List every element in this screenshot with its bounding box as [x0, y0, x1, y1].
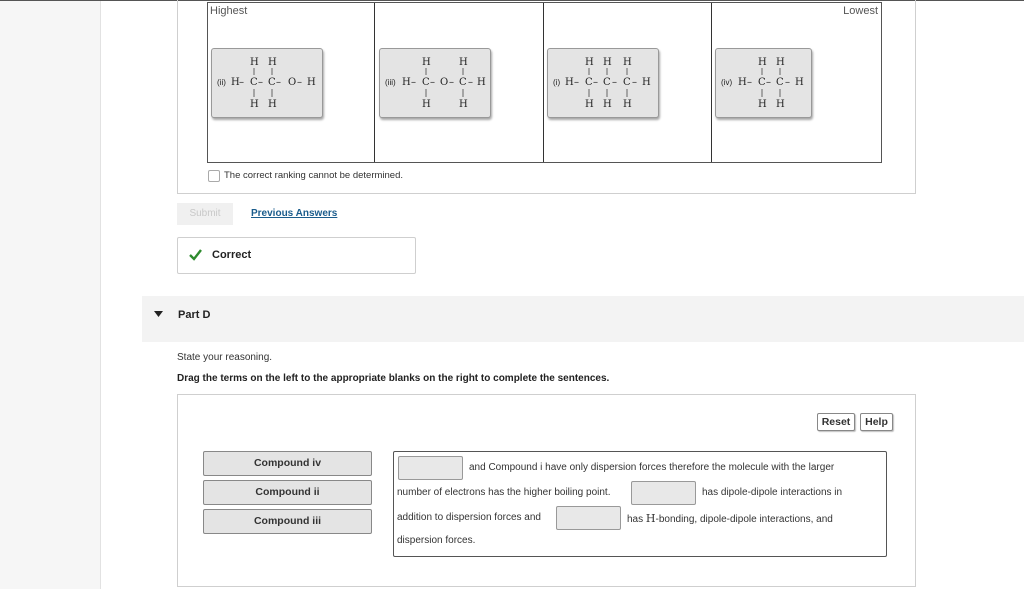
- svg-text:H: H: [795, 77, 804, 88]
- svg-text:H: H: [565, 77, 574, 88]
- svg-text:C: C: [758, 77, 766, 88]
- svg-text:–: –: [297, 77, 302, 88]
- svg-text:–: –: [766, 77, 771, 88]
- left-gutter: [0, 0, 101, 589]
- svg-text:H: H: [776, 57, 785, 68]
- svg-text:H: H: [422, 99, 431, 110]
- highest-label: Highest: [210, 5, 248, 17]
- column-divider: [374, 3, 375, 162]
- lowest-label: Lowest: [843, 5, 878, 17]
- cannot-determine-checkbox[interactable]: [208, 170, 220, 182]
- feedback-status: Correct: [212, 249, 252, 261]
- tile-label: (ii): [217, 78, 226, 87]
- svg-text:C: C: [623, 77, 631, 88]
- sentence-text: has dipole-dipole interactions in: [702, 487, 843, 498]
- svg-text:C: C: [603, 77, 611, 88]
- svg-text:H: H: [250, 57, 259, 68]
- svg-text:H: H: [585, 57, 594, 68]
- svg-text:H: H: [268, 99, 277, 110]
- part-d-prompt: State your reasoning.: [177, 352, 273, 363]
- blank-2[interactable]: [631, 481, 696, 505]
- column-divider: [543, 3, 544, 162]
- compound-i-tile[interactable]: [547, 48, 659, 118]
- svg-text:–: –: [574, 77, 579, 88]
- svg-text:H: H: [268, 57, 277, 68]
- sentence-text: has H-bonding, dipole-dipole interactions, and: [627, 512, 833, 525]
- svg-text:H: H: [250, 99, 259, 110]
- previous-answers-link[interactable]: Previous Answers: [251, 208, 338, 219]
- svg-text:–: –: [411, 77, 416, 88]
- term-compound-ii[interactable]: Compound ii: [203, 480, 372, 505]
- part-d-header[interactable]: [142, 296, 1024, 342]
- svg-text:C: C: [459, 77, 467, 88]
- ranking-bin[interactable]: [207, 2, 882, 163]
- svg-text:C: C: [268, 77, 276, 88]
- feedback-box: [177, 237, 416, 274]
- svg-text:C: C: [585, 77, 593, 88]
- svg-text:–: –: [612, 77, 617, 88]
- sentence-text: number of electrons has the higher boiling point.: [397, 487, 611, 498]
- svg-text:–: –: [239, 77, 244, 88]
- svg-text:H: H: [603, 57, 612, 68]
- part-d-title: Part D: [178, 309, 211, 321]
- svg-text:H: H: [307, 77, 316, 88]
- tile-label: (iii): [385, 78, 396, 87]
- sentence-text: dispersion forces.: [397, 535, 476, 546]
- svg-text:–: –: [468, 77, 473, 88]
- svg-text:C: C: [422, 77, 430, 88]
- svg-text:H: H: [459, 99, 468, 110]
- compound-iv-tile[interactable]: [715, 48, 812, 118]
- checkmark-icon: [189, 249, 202, 261]
- svg-text:H: H: [459, 57, 468, 68]
- svg-text:H: H: [477, 77, 486, 88]
- svg-text:–: –: [258, 77, 263, 88]
- submit-button[interactable]: Submit: [177, 203, 233, 225]
- cannot-determine-label: The correct ranking cannot be determined.: [224, 170, 404, 181]
- svg-text:O: O: [440, 77, 449, 88]
- svg-text:H: H: [231, 77, 240, 88]
- tile-label: (iv): [721, 78, 733, 87]
- svg-text:–: –: [785, 77, 790, 88]
- svg-text:–: –: [430, 77, 435, 88]
- blank-3[interactable]: [556, 506, 621, 530]
- svg-text:H: H: [422, 57, 431, 68]
- svg-text:H: H: [642, 77, 651, 88]
- svg-text:–: –: [276, 77, 281, 88]
- reset-button[interactable]: Reset: [817, 413, 855, 431]
- svg-text:C: C: [776, 77, 784, 88]
- svg-text:H: H: [738, 77, 747, 88]
- sentence-box: [393, 451, 887, 557]
- svg-text:H: H: [623, 57, 632, 68]
- compound-iii-tile[interactable]: [379, 48, 491, 118]
- column-divider: [711, 3, 712, 162]
- blank-1[interactable]: [398, 456, 463, 480]
- help-button[interactable]: Help: [860, 413, 893, 431]
- svg-text:H: H: [623, 99, 632, 110]
- svg-text:H: H: [758, 57, 767, 68]
- part-d-instructions: Drag the terms on the left to the appropriate blanks on the right to complete the sentences.: [177, 373, 610, 384]
- svg-text:O: O: [288, 77, 297, 88]
- sentence-text: and Compound i have only dispersion forces therefore the molecule with the larger: [469, 462, 835, 473]
- svg-text:H: H: [776, 99, 785, 110]
- svg-text:–: –: [747, 77, 752, 88]
- tile-label: (i): [553, 78, 561, 87]
- svg-text:C: C: [250, 77, 258, 88]
- term-compound-iii[interactable]: Compound iii: [203, 509, 372, 534]
- term-compound-iv[interactable]: Compound iv: [203, 451, 372, 476]
- svg-text:H: H: [585, 99, 594, 110]
- svg-text:H: H: [603, 99, 612, 110]
- svg-text:–: –: [632, 77, 637, 88]
- collapse-caret-icon[interactable]: [154, 311, 163, 318]
- sentence-text: addition to dispersion forces and: [397, 512, 541, 523]
- svg-text:–: –: [593, 77, 598, 88]
- svg-text:H: H: [402, 77, 411, 88]
- svg-text:H: H: [758, 99, 767, 110]
- compound-ii-tile[interactable]: [211, 48, 323, 118]
- svg-text:–: –: [449, 77, 454, 88]
